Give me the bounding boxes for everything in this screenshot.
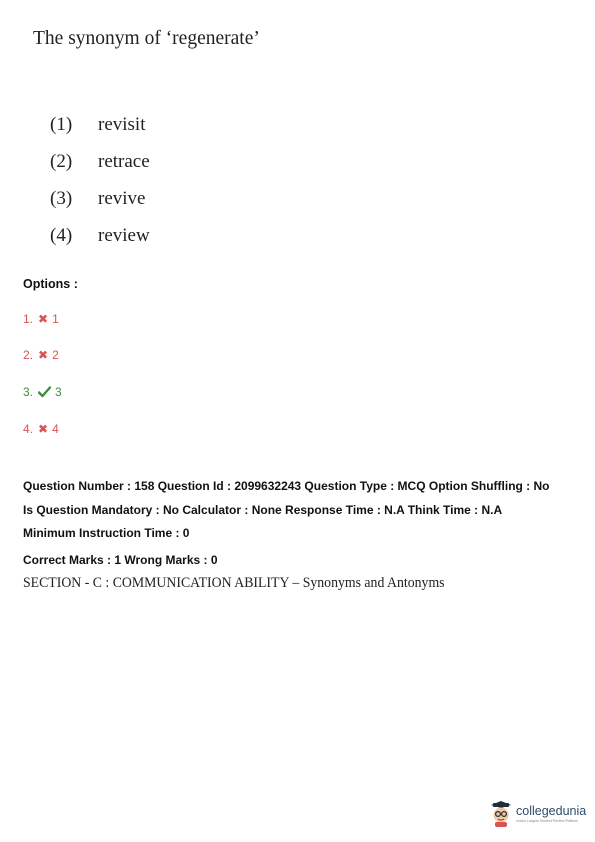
choice-list — [50, 106, 150, 254]
choice-number: (4) — [50, 224, 73, 246]
option-value: 1 — [52, 312, 59, 326]
logo-tagline: India's Largest Student Review Platform — [516, 819, 579, 824]
question-meta-line: Question Number : 158 Question Id : 2099632243 Question Type : MCQ Option Shuffling : No — [23, 479, 550, 493]
cross-icon: ✖ — [38, 422, 49, 436]
option-index: 1. — [23, 312, 34, 326]
logo-brand: collegedunia — [516, 803, 587, 818]
question-text: The synonym of ‘regenerate’ — [33, 28, 260, 49]
option-value: 4 — [52, 422, 59, 436]
option-row — [23, 385, 62, 399]
option-row — [23, 422, 59, 436]
choice-text: revive — [98, 187, 146, 209]
choice-item — [50, 180, 150, 217]
cross-icon: ✖ — [38, 348, 49, 362]
marks-line: Correct Marks : 1 Wrong Marks : 0 — [23, 553, 218, 567]
cross-icon: ✖ — [38, 312, 49, 326]
options-heading: Options : — [23, 277, 78, 291]
question-meta-line: Is Question Mandatory : No Calculator : None Response Time : N.A Think Time : N.A — [23, 503, 503, 517]
choice-text: revisit — [98, 113, 146, 135]
mascot-icon — [490, 801, 512, 827]
choice-number: (1) — [50, 113, 73, 135]
check-icon — [38, 386, 51, 398]
option-value: 2 — [52, 348, 59, 362]
choice-text: review — [98, 224, 150, 246]
choice-item — [50, 217, 150, 254]
choice-item — [50, 143, 150, 180]
option-value: 3 — [55, 385, 62, 399]
section-heading: SECTION - C : COMMUNICATION ABILITY – Synonyms and Antonyms — [23, 575, 445, 591]
option-index: 3. — [23, 385, 34, 399]
collegedunia-logo — [490, 801, 586, 827]
choice-number: (2) — [50, 150, 73, 172]
question-meta-line: Minimum Instruction Time : 0 — [23, 526, 190, 540]
choice-number: (3) — [50, 187, 73, 209]
choice-item — [50, 106, 150, 143]
option-index: 2. — [23, 348, 34, 362]
option-row — [23, 348, 59, 362]
option-index: 4. — [23, 422, 34, 436]
option-row — [23, 312, 59, 326]
choice-text: retrace — [98, 150, 150, 172]
